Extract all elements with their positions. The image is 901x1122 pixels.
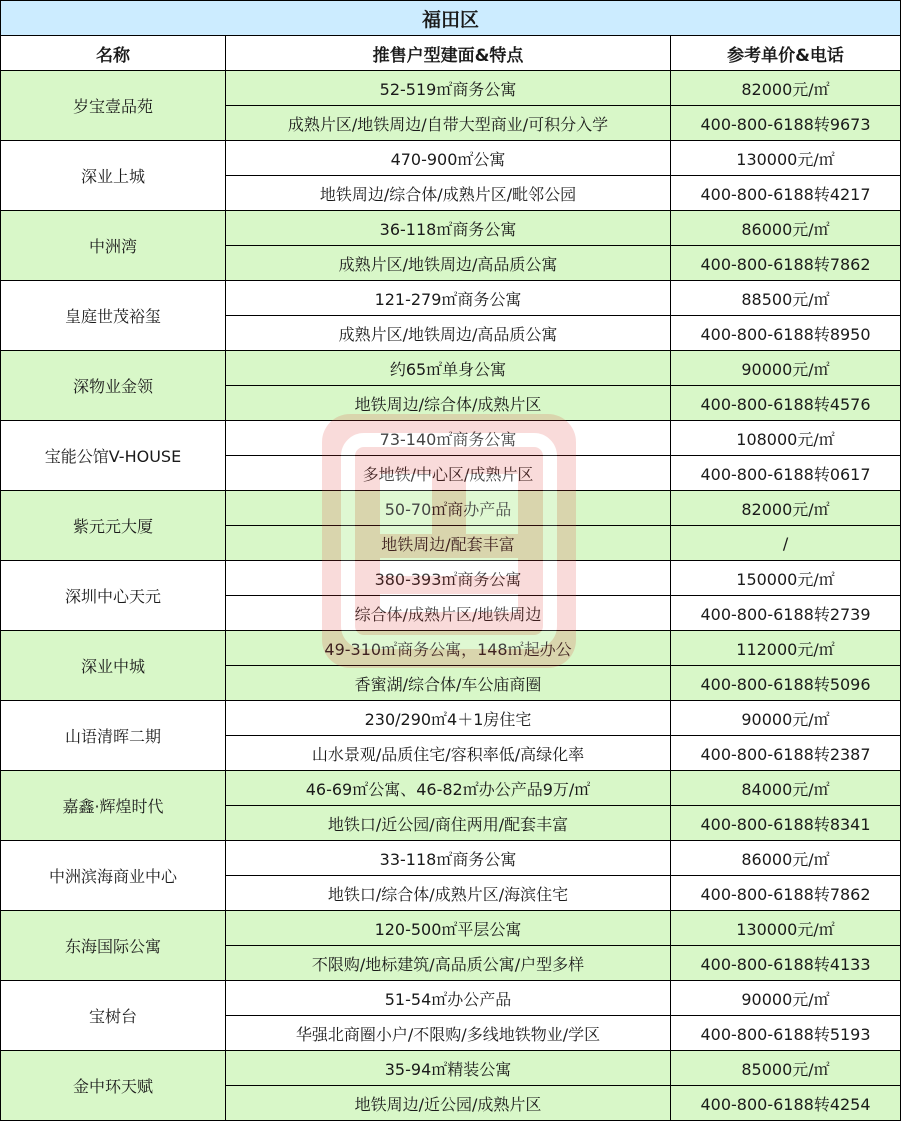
project-price: 86000元/㎡ (671, 841, 901, 876)
project-phone: 400-800-6188转4254 (671, 1086, 901, 1121)
header-price-phone: 参考单价&电话 (671, 36, 901, 71)
project-group (1, 281, 901, 351)
project-features: 综合体/成熟片区/地铁周边 (226, 596, 671, 631)
project-phone: 400-800-6188转4576 (671, 386, 901, 421)
project-price: 82000元/㎡ (671, 71, 901, 106)
project-features: 山水景观/品质住宅/容积率低/高绿化率 (226, 736, 671, 771)
project-name: 深业上城 (1, 141, 226, 211)
project-layout: 73-140㎡商务公寓 (226, 421, 671, 456)
project-layout: 约65㎡单身公寓 (226, 351, 671, 386)
table-row (1, 491, 901, 526)
table-header-row (1, 36, 901, 71)
project-group (1, 981, 901, 1051)
project-features: 多地铁/中心区/成熟片区 (226, 456, 671, 491)
project-name: 宝能公馆V-HOUSE (1, 421, 226, 491)
table-row (1, 281, 901, 316)
project-phone: / (671, 526, 901, 561)
project-name: 宝树台 (1, 981, 226, 1051)
header-name: 名称 (1, 36, 226, 71)
project-features: 地铁周边/配套丰富 (226, 526, 671, 561)
table-row (1, 771, 901, 806)
project-phone: 400-800-6188转5096 (671, 666, 901, 701)
table-row (1, 211, 901, 246)
project-phone: 400-800-6188转4217 (671, 176, 901, 211)
project-phone: 400-800-6188转8341 (671, 806, 901, 841)
project-layout: 380-393㎡商务公寓 (226, 561, 671, 596)
project-group (1, 141, 901, 211)
project-name: 中洲滨海商业中心 (1, 841, 226, 911)
project-features: 不限购/地标建筑/高品质公寓/户型多样 (226, 946, 671, 981)
project-phone: 400-800-6188转5193 (671, 1016, 901, 1051)
project-group (1, 911, 901, 981)
project-price: 150000元/㎡ (671, 561, 901, 596)
project-layout: 52-519㎡商务公寓 (226, 71, 671, 106)
project-features: 成熟片区/地铁周边/高品质公寓 (226, 246, 671, 281)
project-phone: 400-800-6188转4133 (671, 946, 901, 981)
project-name: 紫元元大厦 (1, 491, 226, 561)
project-price: 85000元/㎡ (671, 1051, 901, 1086)
project-name: 山语清晖二期 (1, 701, 226, 771)
project-features: 地铁口/近公园/商住两用/配套丰富 (226, 806, 671, 841)
project-price: 90000元/㎡ (671, 981, 901, 1016)
project-phone: 400-800-6188转7862 (671, 246, 901, 281)
table-row (1, 981, 901, 1016)
project-price: 82000元/㎡ (671, 491, 901, 526)
project-price: 88500元/㎡ (671, 281, 901, 316)
project-group (1, 561, 901, 631)
table-title-row (1, 1, 901, 36)
project-group (1, 1051, 901, 1121)
project-name: 金中环天赋 (1, 1051, 226, 1121)
project-layout: 49-310㎡商务公寓，148㎡起办公 (226, 631, 671, 666)
project-price: 130000元/㎡ (671, 141, 901, 176)
project-group (1, 701, 901, 771)
project-price: 90000元/㎡ (671, 351, 901, 386)
project-features: 成熟片区/地铁周边/自带大型商业/可积分入学 (226, 106, 671, 141)
table-row (1, 141, 901, 176)
project-name: 东海国际公寓 (1, 911, 226, 981)
project-layout: 46-69㎡公寓、46-82㎡办公产品9万/㎡ (226, 771, 671, 806)
project-price: 86000元/㎡ (671, 211, 901, 246)
table-row (1, 631, 901, 666)
project-group (1, 491, 901, 561)
project-features: 地铁周边/综合体/成熟片区/毗邻公园 (226, 176, 671, 211)
project-name: 深物业金领 (1, 351, 226, 421)
project-phone: 400-800-6188转8950 (671, 316, 901, 351)
project-price: 108000元/㎡ (671, 421, 901, 456)
project-features: 成熟片区/地铁周边/高品质公寓 (226, 316, 671, 351)
table-row (1, 911, 901, 946)
header-layout-features: 推售户型建面&特点 (226, 36, 671, 71)
project-phone: 400-800-6188转0617 (671, 456, 901, 491)
table-row (1, 351, 901, 386)
project-features: 地铁周边/综合体/成熟片区 (226, 386, 671, 421)
project-group (1, 841, 901, 911)
project-layout: 120-500㎡平层公寓 (226, 911, 671, 946)
project-group (1, 211, 901, 281)
project-name: 中洲湾 (1, 211, 226, 281)
project-group (1, 771, 901, 841)
project-phone: 400-800-6188转9673 (671, 106, 901, 141)
project-group (1, 421, 901, 491)
project-layout: 230/290㎡4＋1房住宅 (226, 701, 671, 736)
project-price: 112000元/㎡ (671, 631, 901, 666)
project-name: 深圳中心天元 (1, 561, 226, 631)
project-layout: 470-900㎡公寓 (226, 141, 671, 176)
table-row (1, 421, 901, 456)
table-row (1, 701, 901, 736)
project-features: 地铁口/综合体/成熟片区/海滨住宅 (226, 876, 671, 911)
project-phone: 400-800-6188转2387 (671, 736, 901, 771)
project-features: 地铁周边/近公园/成熟片区 (226, 1086, 671, 1121)
project-layout: 33-118㎡商务公寓 (226, 841, 671, 876)
project-features: 华强北商圈小户/不限购/多线地铁物业/学区 (226, 1016, 671, 1051)
project-price: 130000元/㎡ (671, 911, 901, 946)
project-layout: 50-70㎡商办产品 (226, 491, 671, 526)
table-row (1, 1051, 901, 1086)
project-name: 嘉鑫·辉煌时代 (1, 771, 226, 841)
project-group (1, 631, 901, 701)
project-phone: 400-800-6188转7862 (671, 876, 901, 911)
project-price: 90000元/㎡ (671, 701, 901, 736)
project-name: 皇庭世茂裕玺 (1, 281, 226, 351)
table-row (1, 841, 901, 876)
project-name: 岁宝壹品苑 (1, 71, 226, 141)
project-name: 深业中城 (1, 631, 226, 701)
table-row (1, 561, 901, 596)
project-group (1, 71, 901, 141)
project-price: 84000元/㎡ (671, 771, 901, 806)
project-layout: 51-54㎡办公产品 (226, 981, 671, 1016)
project-features: 香蜜湖/综合体/车公庙商圈 (226, 666, 671, 701)
project-layout: 35-94㎡精装公寓 (226, 1051, 671, 1086)
table-row (1, 71, 901, 106)
project-phone: 400-800-6188转2739 (671, 596, 901, 631)
project-group (1, 351, 901, 421)
project-layout: 121-279㎡商务公寓 (226, 281, 671, 316)
table-title: 福田区 (1, 1, 901, 36)
project-layout: 36-118㎡商务公寓 (226, 211, 671, 246)
